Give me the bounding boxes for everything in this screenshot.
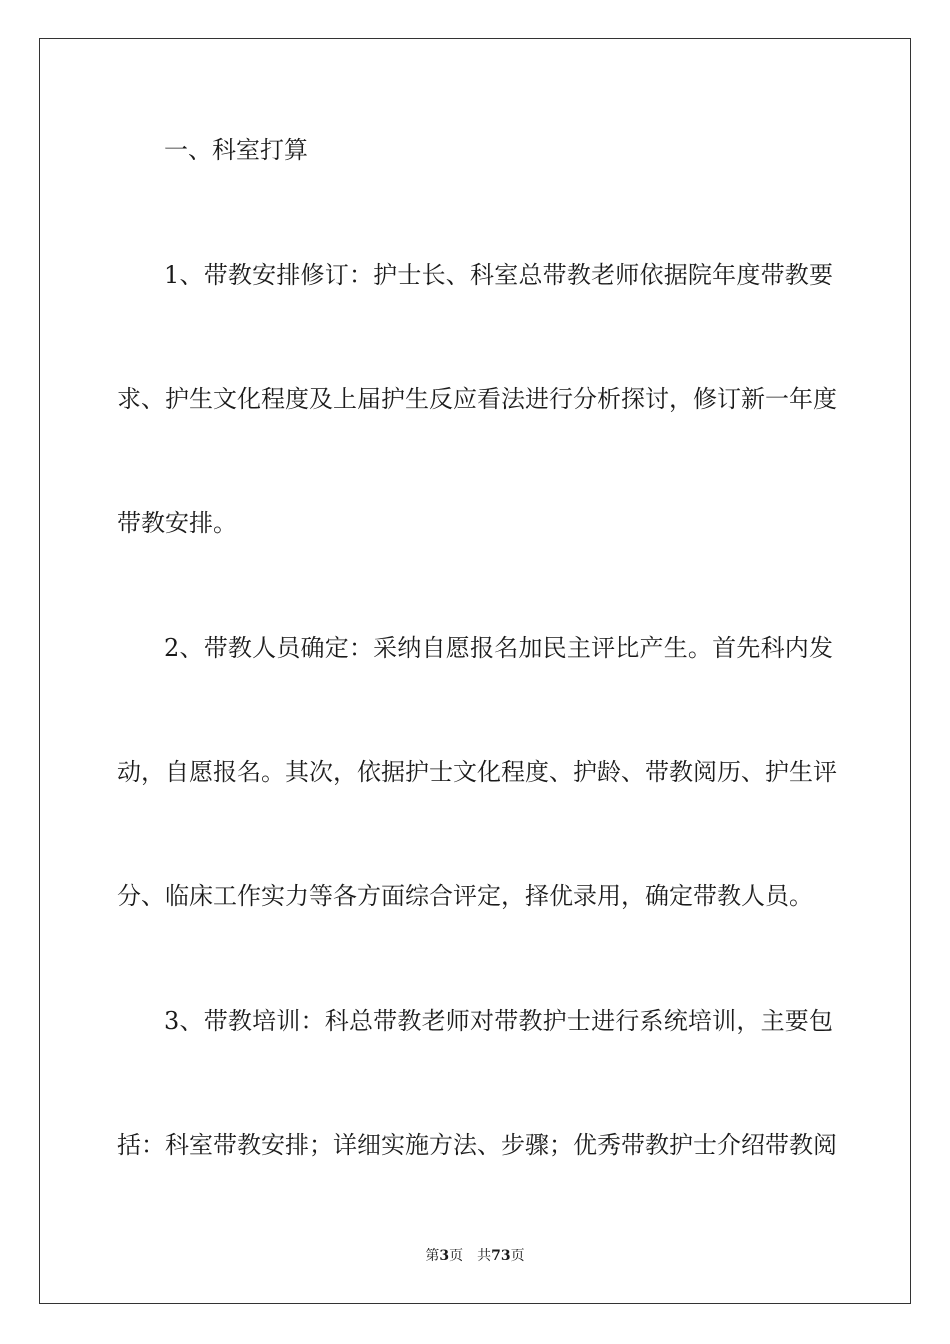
paragraph-3-line-2: 括：科室带教安排；详细实施方法、步骤；优秀带教护士介绍带教阅 [117, 1131, 837, 1159]
paragraph-1-line-1: 1、带教安排修订：护士长、科室总带教老师依据院年度带教要 [164, 261, 833, 289]
paragraph-2-line-2: 动，自愿报名。其次，依据护士文化程度、护龄、带教阅历、护生评 [117, 758, 837, 786]
page-border [39, 38, 911, 1304]
paragraph-1-line-2: 求、护生文化程度及上届护生反应看法进行分析探讨，修订新一年度 [117, 385, 837, 413]
page-suffix: 页 [449, 1248, 464, 1264]
total-suffix: 页 [510, 1248, 525, 1264]
paragraph-2-line-1: 2、带教人员确定：采纳自愿报名加民主评比产生。首先科内发 [164, 634, 833, 662]
section-heading: 一、科室打算 [164, 136, 308, 164]
page-number: 3 [439, 1248, 450, 1264]
page-footer [0, 1246, 950, 1266]
paragraph-2-line-3: 分、临床工作实力等各方面综合评定，择优录用，确定带教人员。 [117, 882, 813, 910]
total-prefix: 共 [477, 1248, 492, 1264]
total-pages: 73 [491, 1248, 511, 1264]
paragraph-3-line-1: 3、带教培训：科总带教老师对带教护士进行系统培训，主要包 [164, 1007, 833, 1035]
paragraph-1-line-3: 带教安排。 [117, 509, 237, 537]
page-prefix: 第 [425, 1248, 440, 1264]
